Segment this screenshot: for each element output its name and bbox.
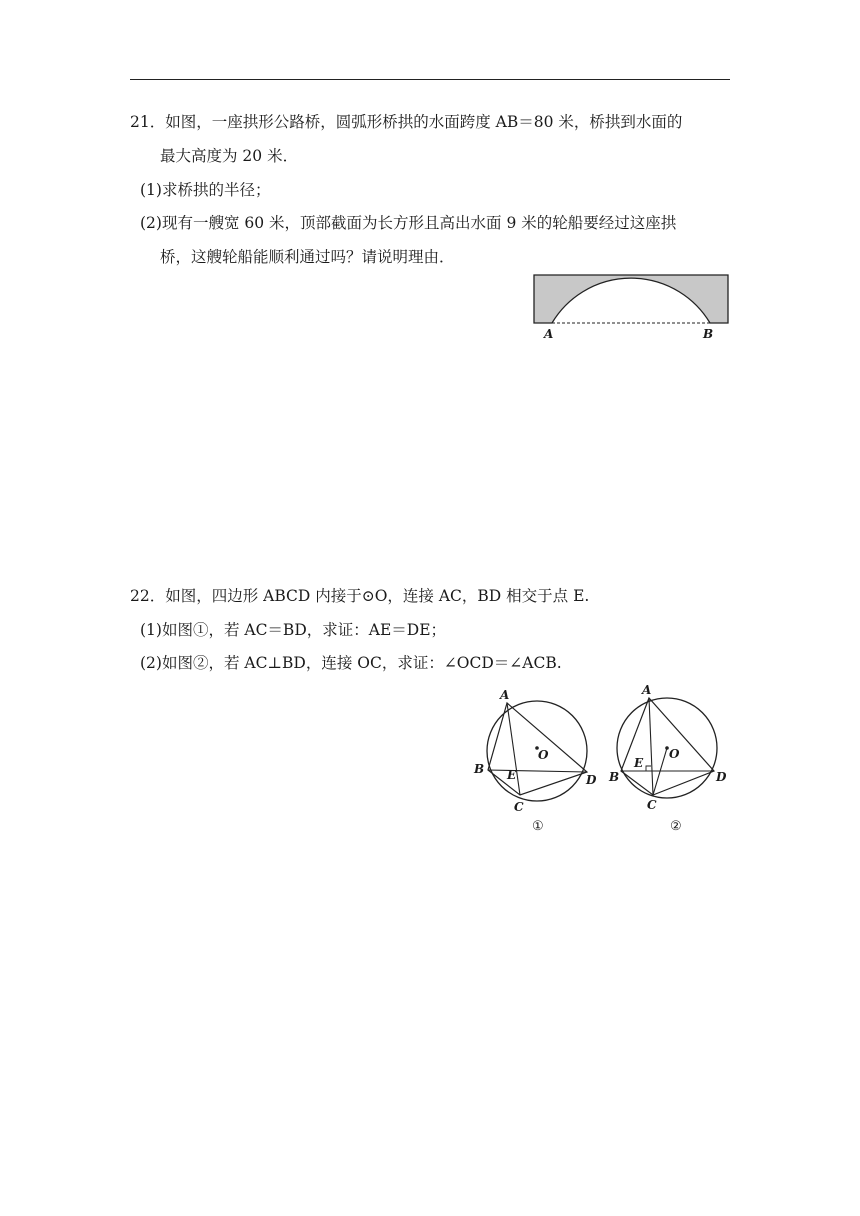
diagonal-bd [488, 770, 587, 772]
q21-part2-line1: (2)现有一艘宽 60 米，顶部截面为长方形且高出水面 9 米的轮船要经过这座拱 [140, 214, 677, 232]
bridge-label-b: B [703, 327, 714, 341]
q22-stem: 22．如图，四边形 ABCD 内接于⊙O，连接 AC，BD 相交于点 E. [130, 587, 590, 605]
q21-part2-line2: 桥，这艘轮船能顺利通过吗？请说明理由． [160, 248, 455, 266]
fig1-caption: ① [532, 819, 544, 834]
bridge-label-a: A [544, 327, 554, 341]
fig2-label-d: D [716, 770, 727, 784]
q22-part2: (2)如图②，若 AC⊥BD，连接 OC，求证：∠OCD＝∠ACB. [140, 654, 562, 672]
fig1-label-a: A [500, 688, 510, 702]
fig1-label-o: O [538, 748, 549, 762]
diagonal-ac [649, 698, 653, 795]
fig2-label-o: O [669, 747, 680, 761]
fig1-label-d: D [586, 773, 597, 787]
q21-stem-line1: 21．如图，一座拱形公路桥，圆弧形桥拱的水面跨度 AB＝80 米，桥拱到水面的 [130, 113, 683, 131]
fig2-label-a: A [642, 683, 652, 697]
fig1-label-b: B [474, 762, 485, 776]
circle-o [487, 701, 587, 801]
fig2-label-c: C [647, 798, 657, 812]
fig2-caption: ② [670, 819, 682, 834]
q21-stem-line2: 最大高度为 20 米． [160, 147, 299, 165]
circle-figure-1 [465, 682, 615, 837]
header-rule [130, 79, 730, 80]
fig2-label-e: E [634, 756, 644, 770]
fig1-label-e: E [507, 768, 517, 782]
bridge-arch-figure [525, 270, 735, 345]
q22-part1: (1)如图①，若 AC＝BD，求证：AE＝DE； [140, 621, 447, 639]
q21-part1: (1)求桥拱的半径； [140, 181, 271, 199]
fig1-label-c: C [514, 800, 524, 814]
fig2-label-b: B [609, 770, 620, 784]
right-angle-mark [646, 766, 651, 771]
bridge-body [534, 275, 728, 323]
circle-figure-2 [605, 682, 740, 837]
